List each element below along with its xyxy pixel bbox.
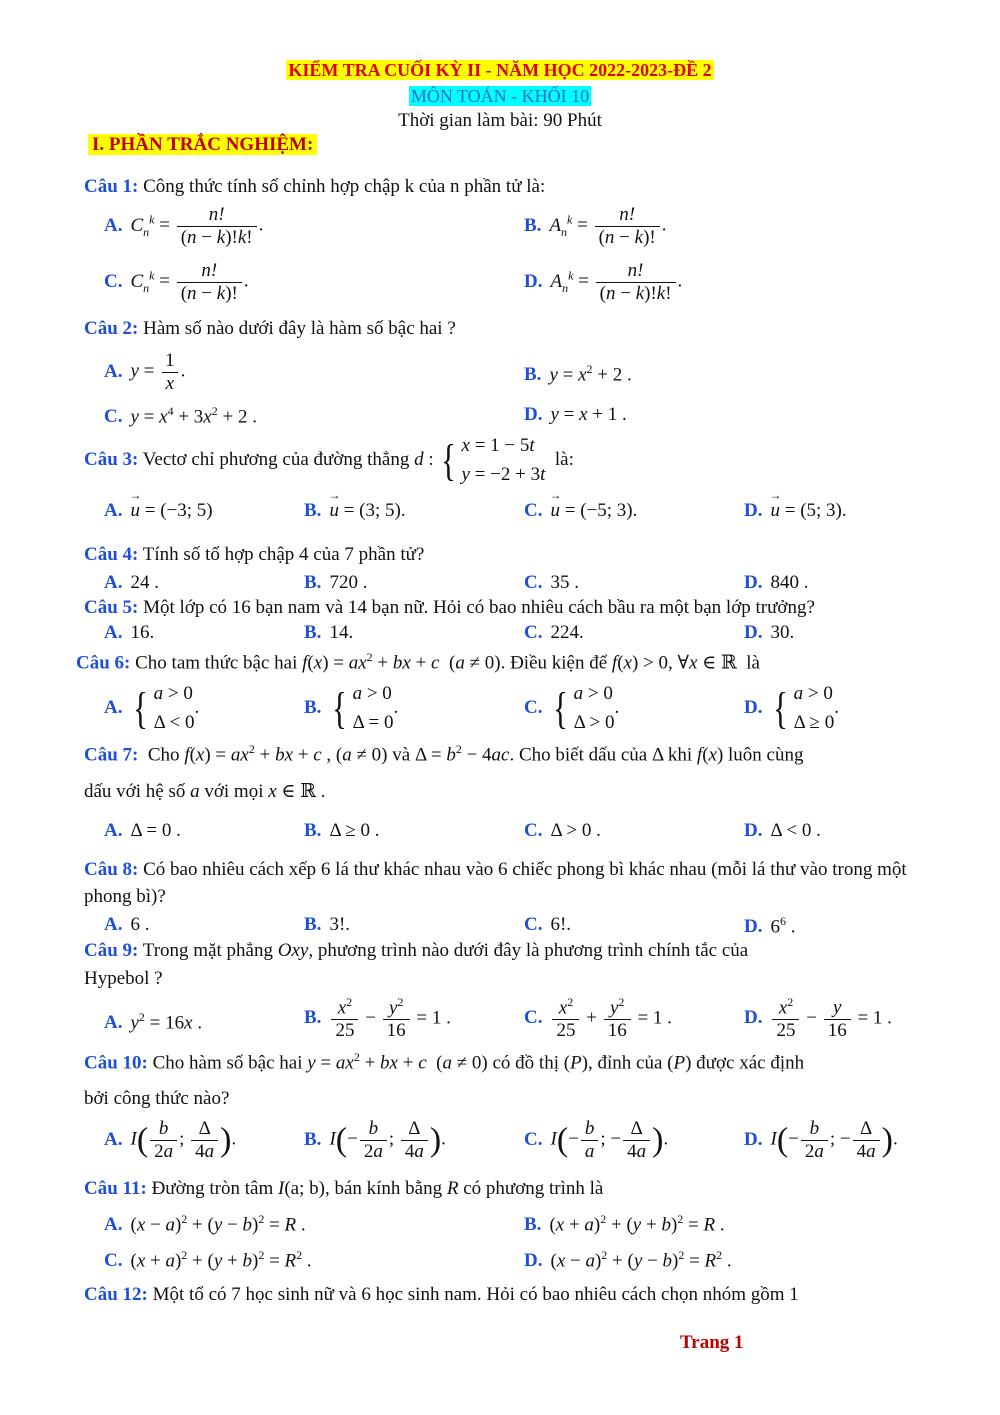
question-5: Câu 5: Một lớp có 16 bạn nam và 14 bạn nữ. Hỏi có bao nhiêu cách bầu ra một bạn lớp trưởng?	[84, 597, 815, 618]
q6-option-d: D. { a > 0 Δ ≥ 0 .	[744, 683, 839, 733]
q3-option-a: A.→ u = (−3; 5)	[104, 500, 213, 522]
question-2: Câu 2: Hàm số nào dưới đây là hàm số bậc hai ?	[84, 318, 456, 339]
q1-option-a: A. $C_n^k$ = $\frac{n!}{(n - k)!k!}$ .	[104, 204, 264, 248]
q9-option-d: D. $\frac{x^2}{25}$ − $\frac{y}{16}$ = 1 .	[744, 995, 892, 1042]
q3-option-b: B.→ u = (3; 5).	[304, 500, 406, 522]
q8-option-a: A. 6 .	[104, 914, 150, 935]
exam-time: Thời gian làm bài: 90 Phút	[398, 110, 602, 131]
q1-option-d: D. $A_n^k$ = $\frac{n!}{(n - k)!k!}$ .	[524, 260, 683, 304]
q6-option-a: A. { a > 0 Δ < 0 .	[104, 683, 200, 733]
q10-option-a: A. I( $\frac{b}{2a}$ ; $\frac{\Delta}{4a}$ ).	[104, 1118, 237, 1162]
question-8: Câu 8: Có bao nhiêu cách xếp 6 lá thư khác nhau vào 6 chiếc phong bì khác nhau (mỗi lá thư vào trong một phong bì)?	[84, 859, 907, 907]
exam-subject: MÔN TOÁN - KHỐI 10	[410, 86, 590, 106]
q8-option-c: C. 6!.	[524, 914, 572, 935]
question-7: Câu 7: Cho $f(x) = ax^2$ + bx + c , (a ≠ 0) và $\Delta = b^2 - 4ac$. Cho biết dấu của Δ khi f(x) luôn cùng	[84, 742, 804, 766]
question-11: Câu 11: Đường tròn tâm I(a; b), bán kính bằng R có phương trình là	[84, 1178, 604, 1199]
q8-option-b: B. 3!.	[304, 914, 351, 935]
q9-option-a: A. $y^2 = 16x$ .	[104, 1010, 203, 1034]
q2-option-c: C. $y = x^4 + 3x^2 + 2$ .	[104, 404, 257, 428]
q7-option-b: B. Δ ≥ 0 .	[304, 820, 380, 841]
q5-option-a: A. 16.	[104, 622, 155, 643]
exam-title: KIỂM TRA CUỐI KỲ II - NĂM HỌC 2022-2023-ĐỀ 2	[288, 60, 712, 80]
q2-option-d: D. y = x + 1 .	[524, 404, 627, 425]
question-1: Câu 1: Công thức tính số chỉnh hợp chập k của n phần tử là:	[84, 176, 546, 197]
q4-option-a: A. 24 .	[104, 572, 159, 593]
q2-option-b: B. $y = x^2 + 2$ .	[524, 362, 632, 386]
question-10: Câu 10: Cho hàm số bậc hai $y = ax^2$ + bx + c (a ≠ 0) có đồ thị (P), đỉnh của (P) được xác định	[84, 1050, 805, 1074]
q6-option-b: B. { a > 0 Δ = 0 .	[304, 683, 399, 733]
q7-option-c: C. Δ > 0 .	[524, 820, 601, 841]
question-7-line2: dấu với hệ số a với mọi x ∈ ℝ .	[84, 781, 326, 802]
q8-option-d: D. $6^6$ .	[744, 914, 796, 938]
q5-option-b: B. 14.	[304, 622, 354, 643]
q4-option-d: D. 840 .	[744, 572, 809, 593]
q7-option-d: D. Δ < 0 .	[744, 820, 821, 841]
q5-option-c: C. 224.	[524, 622, 584, 643]
question-3: Câu 3: Vectơ chỉ phương của đường thẳng d : { x = 1 − 5t y = −2 + 3t là:	[84, 435, 574, 485]
question-6: Câu 6: Cho tam thức bậc hai $f(x) = ax^2$ + bx + c (a ≠ 0). Điều kiện để f(x) > 0, ∀x ∈ ℝ là	[76, 650, 760, 674]
q1-option-b: B. $A_n^k$ = $\frac{n!}{(n - k)!}$ .	[524, 204, 667, 248]
q3-option-c: C.→ u = (−5; 3).	[524, 500, 637, 522]
page-number: Trang 1	[680, 1332, 744, 1353]
question-9-line2: Hypebol ?	[84, 968, 163, 989]
q11-option-a: A. $(x - a)^2 + (y - b)^2 = R$ .	[104, 1212, 306, 1236]
question-4: Câu 4: Tính số tổ hợp chập 4 của 7 phần tử?	[84, 544, 425, 565]
q9-option-c: C. $\frac{x^2}{25}$ + $\frac{y^2}{16}$ = 1 .	[524, 995, 672, 1042]
q9-option-b: B. $\frac{x^2}{25}$ − $\frac{y^2}{16}$ = 1 .	[304, 995, 451, 1042]
q2-option-a: A. y = $\frac{1}{x}$ .	[104, 350, 186, 394]
q10-option-c: C. I(− $\frac{b}{a}$ ; − $\frac{\Delta}{4a}$ ).	[524, 1118, 669, 1162]
section-title: I. PHẦN TRẮC NGHIỆM:	[88, 134, 317, 156]
q5-option-d: D. 30.	[744, 622, 795, 643]
q10-option-b: B. I(− $\frac{b}{2a}$ ; $\frac{\Delta}{4a}$ ).	[304, 1118, 446, 1162]
q6-option-c: C. { a > 0 Δ > 0 .	[524, 683, 620, 733]
q4-option-b: B. 720 .	[304, 572, 368, 593]
q11-option-c: C. $(x + a)^2 + (y + b)^2 = R^2$ .	[104, 1248, 312, 1272]
question-12: Câu 12: Một tổ có 7 học sinh nữ và 6 học sinh nam. Hỏi có bao nhiêu cách chọn nhóm gồm 1	[84, 1284, 799, 1305]
q11-option-b: B. $(x + a)^2 + (y + b)^2 = R$ .	[524, 1212, 725, 1236]
q11-option-d: D. $(x - a)^2 + (y - b)^2 = R^2$ .	[524, 1248, 732, 1272]
q10-option-d: D. I(− $\frac{b}{2a}$ ; − $\frac{\Delta}{4a}$ ).	[744, 1118, 898, 1162]
question-10-line2: bởi công thức nào?	[84, 1088, 230, 1109]
question-9: Câu 9: Trong mặt phẳng Oxy, phương trình nào dưới đây là phương trình chính tắc của	[84, 940, 749, 961]
q3-option-d: D.→ u = (5; 3).	[744, 500, 847, 522]
q1-option-c: C. $C_n^k$ = $\frac{n!}{(n - k)!}$ .	[104, 260, 249, 304]
q7-option-a: A. Δ = 0 .	[104, 820, 181, 841]
q4-option-c: C. 35 .	[524, 572, 579, 593]
